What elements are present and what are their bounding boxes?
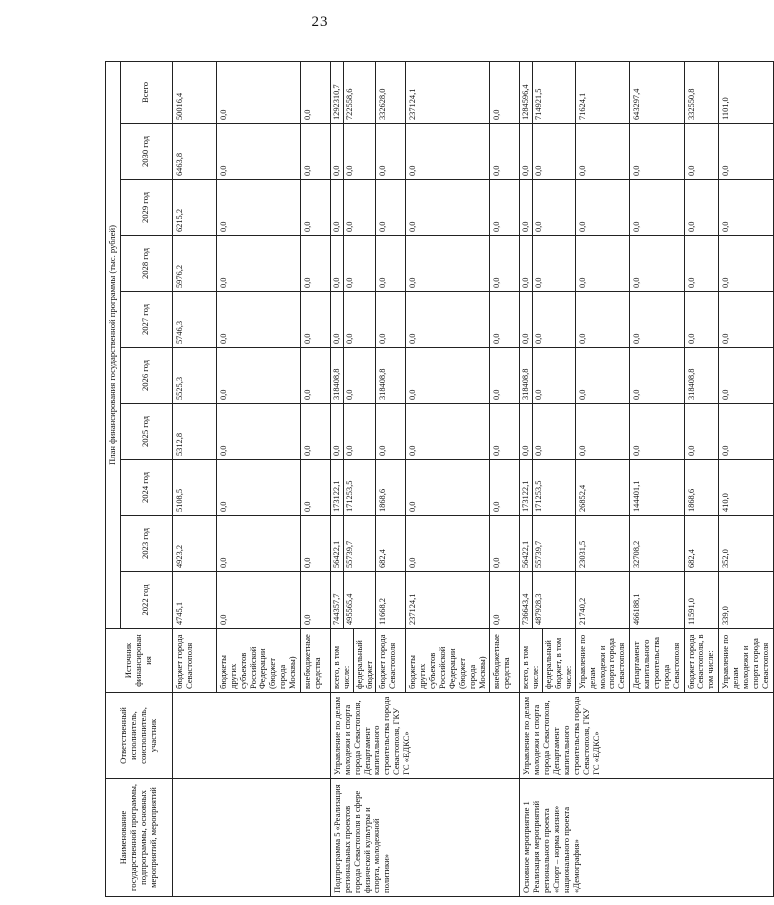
header-year: 2026 год: [120, 348, 172, 404]
cell-value: 0,0: [575, 124, 629, 180]
financing-table: [105, 61, 774, 897]
cell-value: 1101,0: [719, 61, 773, 123]
cell-value: [520, 236, 575, 292]
cell-value: 332628,0: [376, 61, 406, 123]
cell-value: 0,0: [719, 124, 773, 180]
cell-value: 0,0: [300, 124, 330, 180]
cell-value: 0,0: [376, 180, 406, 236]
cell-value: 71624,1: [575, 61, 629, 123]
cell-value: 332550,8: [684, 61, 719, 123]
value-line: 0,0: [534, 221, 544, 232]
cell-value: 0,0: [630, 180, 684, 236]
header-plan: План финансирования государственной программы (тыс. рублей): [106, 61, 121, 628]
cell-value: 0,0: [719, 404, 773, 460]
value-line: 55739,7: [534, 540, 544, 568]
cell-value: 32708,2: [630, 516, 684, 572]
cell-value: 11668,2: [376, 572, 406, 629]
cell-value: 0,0: [406, 124, 490, 180]
cell-value: 0,0: [376, 124, 406, 180]
cell-value: 0,0: [575, 180, 629, 236]
cell-value: 0,0: [630, 404, 684, 460]
cell-value: [520, 404, 575, 460]
value-line: 744357,7: [331, 572, 344, 628]
cell-value: 1868,6: [376, 460, 406, 516]
header-name: Наименование государственной программы, подпрограммы, основных мероприятий, мероприятий: [106, 779, 173, 897]
cell-value: 0,0: [575, 292, 629, 348]
cell-value: 50016,4: [172, 61, 216, 123]
cell-value: 5525,3: [172, 348, 216, 404]
cell-value: [520, 292, 575, 348]
value-line: 173122,1: [331, 460, 344, 515]
cell-value: 0,0: [490, 124, 520, 180]
value-line: 1292310,7: [331, 62, 344, 123]
cell-value: 0,0: [216, 61, 300, 123]
cell-value: 0,0: [376, 236, 406, 292]
header-source: Источник финансирования: [106, 629, 173, 693]
value-line: 173122,1: [520, 460, 533, 515]
cell-value: 0,0: [216, 236, 300, 292]
cell-value: 0,0: [490, 180, 520, 236]
cell-value: 0,0: [684, 404, 719, 460]
table-rotation-frame: [105, 62, 770, 897]
value-line: 56422,1: [520, 516, 533, 571]
cell-value: 0,0: [300, 572, 330, 629]
value-line: 0,0: [520, 180, 533, 235]
header-executor: Ответственный исполнитель, соисполнитель, участник: [106, 693, 173, 779]
cell-value: 352,0: [719, 516, 773, 572]
cell-value: 0,0: [684, 292, 719, 348]
header-year: 2030 год: [120, 124, 172, 180]
table-body: [172, 61, 773, 896]
cell-value: 0,0: [719, 236, 773, 292]
value-line: 0,0: [520, 292, 533, 347]
cell-value: 5108,5: [172, 460, 216, 516]
cell-value: 5746,3: [172, 292, 216, 348]
value-line: 171253,5: [344, 480, 354, 512]
cell-source: Управление по делам молодежи и спорта города Севастополя: [575, 629, 629, 693]
cell-value: 0,0: [406, 404, 490, 460]
cell-value: 682,4: [376, 516, 406, 572]
cell-name: Подпрограмма 5 «Реализация региональных проектов города Севастополя в сфере физической культуры и спорта, молодежной политики»: [330, 779, 520, 897]
cell-value: 0,0: [490, 572, 520, 629]
value-line: 495565,4: [344, 593, 354, 625]
cell-value: [330, 236, 376, 292]
cell-value: [330, 460, 376, 516]
cell-name: [172, 779, 330, 897]
cell-executor: Управление по делам молодежи и спорта города Севастополя, Департамент капитального строительства города Севастополя, ГКУ ГС «ЕДКС»: [330, 693, 520, 779]
cell-value: 1868,6: [684, 460, 719, 516]
value-line: 0,0: [331, 292, 344, 347]
cell-name: Основное мероприятие 1 Реализация мероприятий регионального проекта «Спорт – норма жизни» национального проекта «Демография»: [520, 779, 773, 897]
cell-value: 0,0: [490, 404, 520, 460]
cell-value: 0,0: [575, 404, 629, 460]
value-line: 0,0: [534, 445, 544, 456]
value-line: 0,0: [331, 124, 344, 179]
cell-value: 0,0: [216, 572, 300, 629]
cell-value: 0,0: [406, 180, 490, 236]
cell-value: 0,0: [684, 124, 719, 180]
cell-source: [520, 629, 575, 693]
value-line: 0,0: [534, 165, 544, 176]
value-line: 0,0: [534, 333, 544, 344]
cell-value: 0,0: [684, 236, 719, 292]
value-line: 0,0: [331, 180, 344, 235]
cell-source: внебюджетные средства: [490, 629, 520, 693]
value-line: 318408,8: [520, 348, 533, 403]
cell-value: 339,0: [719, 572, 773, 629]
cell-value: 0,0: [490, 292, 520, 348]
header-year: 2028 год: [120, 236, 172, 292]
cell-value: [520, 572, 575, 629]
cell-value: 318408,8: [376, 348, 406, 404]
cell-value: 26852,4: [575, 460, 629, 516]
value-line: 0,0: [331, 404, 344, 459]
header-year: 2022 год: [120, 572, 172, 629]
cell-value: [330, 292, 376, 348]
cell-value: 318408,8: [684, 348, 719, 404]
source-line: федеральный бюджет: [353, 640, 374, 689]
cell-value: 237124,1: [406, 61, 490, 123]
value-line: 0,0: [520, 236, 533, 291]
header-year: 2023 год: [120, 516, 172, 572]
cell-value: [520, 460, 575, 516]
cell-value: 0,0: [300, 61, 330, 123]
cell-value: 0,0: [300, 404, 330, 460]
cell-value: 6463,8: [172, 124, 216, 180]
cell-value: 0,0: [719, 348, 773, 404]
cell-value: 0,0: [406, 236, 490, 292]
cell-source: внебюджетные средства: [300, 629, 330, 693]
cell-value: 0,0: [300, 236, 330, 292]
value-line: 171253,5: [534, 480, 544, 512]
cell-value: 466188,1: [630, 572, 684, 629]
value-line: 0,0: [344, 165, 354, 176]
value-line: 0,0: [344, 333, 354, 344]
cell-value: 11591,0: [684, 572, 719, 629]
cell-value: 0,0: [490, 236, 520, 292]
cell-value: 0,0: [406, 516, 490, 572]
cell-value: 23031,5: [575, 516, 629, 572]
cell-value: 0,0: [216, 180, 300, 236]
cell-source: Департамент капитального строительства города Севастополя: [630, 629, 684, 693]
cell-value: [520, 180, 575, 236]
cell-value: [520, 61, 575, 123]
cell-value: 0,0: [490, 460, 520, 516]
cell-value: 144401,1: [630, 460, 684, 516]
cell-value: 0,0: [300, 460, 330, 516]
cell-value: [330, 124, 376, 180]
cell-value: [520, 348, 575, 404]
cell-value: 21740,2: [575, 572, 629, 629]
cell-value: 0,0: [630, 292, 684, 348]
cell-value: 0,0: [300, 516, 330, 572]
cell-value: 0,0: [216, 124, 300, 180]
cell-value: 0,0: [490, 516, 520, 572]
cell-value: 0,0: [300, 348, 330, 404]
source-line: всего, в том числе:: [520, 629, 543, 692]
cell-value: [330, 348, 376, 404]
header-year: 2025 год: [120, 404, 172, 460]
cell-value: 0,0: [216, 348, 300, 404]
cell-value: 0,0: [376, 404, 406, 460]
cell-value: 682,4: [684, 516, 719, 572]
cell-value: 0,0: [490, 61, 520, 123]
value-line: 0,0: [520, 124, 533, 179]
cell-value: 4745,1: [172, 572, 216, 629]
header-year: Всего: [120, 61, 172, 123]
cell-source: бюджет города Севастополя, в том числе:: [684, 629, 719, 693]
cell-value: 6215,2: [172, 180, 216, 236]
cell-value: 0,0: [630, 124, 684, 180]
value-line: 736643,4: [520, 572, 533, 628]
cell-value: 0,0: [490, 348, 520, 404]
cell-value: 0,0: [719, 292, 773, 348]
cell-source: бюджеты других субъектов Российской Федерации (бюджет города Москвы): [406, 629, 490, 693]
cell-value: 4923,2: [172, 516, 216, 572]
cell-value: 0,0: [575, 348, 629, 404]
cell-value: 0,0: [300, 292, 330, 348]
cell-value: 0,0: [216, 292, 300, 348]
value-line: 0,0: [534, 389, 544, 400]
value-line: 0,0: [344, 445, 354, 456]
cell-value: 0,0: [216, 516, 300, 572]
cell-value: 0,0: [406, 460, 490, 516]
cell-value: 410,0: [719, 460, 773, 516]
value-line: 0,0: [344, 221, 354, 232]
cell-value: 0,0: [719, 180, 773, 236]
cell-value: [330, 572, 376, 629]
cell-value: 0,0: [406, 348, 490, 404]
cell-value: [520, 124, 575, 180]
cell-value: 0,0: [684, 180, 719, 236]
cell-value: 0,0: [300, 180, 330, 236]
cell-value: 0,0: [376, 292, 406, 348]
value-line: 0,0: [344, 277, 354, 288]
cell-value: 0,0: [630, 348, 684, 404]
cell-value: [330, 180, 376, 236]
cell-source: бюджет города Севастополя: [376, 629, 406, 693]
table-row: [520, 61, 575, 896]
cell-executor: [172, 693, 330, 779]
cell-value: 0,0: [216, 404, 300, 460]
cell-executor: Управление по делам молодежи и спорта города Севастополя, Департамент капитального строительства города Севастополя, ГКУ ГС «ЕДКС»: [520, 693, 773, 779]
cell-source: бюджеты других субъектов Российской Федерации (бюджет города Москвы): [216, 629, 300, 693]
cell-value: 643297,4: [630, 61, 684, 123]
cell-value: 0,0: [406, 292, 490, 348]
cell-value: 5312,8: [172, 404, 216, 460]
cell-value: [520, 516, 575, 572]
value-line: 714921,5: [534, 88, 544, 120]
value-line: 1284596,4: [520, 62, 533, 123]
value-line: 0,0: [331, 236, 344, 291]
cell-source: бюджет города Севастополя: [172, 629, 216, 693]
cell-source: [330, 629, 376, 693]
cell-value: 0,0: [630, 236, 684, 292]
table-row: [172, 61, 216, 896]
value-line: 55739,7: [344, 540, 354, 568]
value-line: 487928,3: [534, 593, 544, 625]
cell-value: [330, 404, 376, 460]
header-year: 2027 год: [120, 292, 172, 348]
value-line: 722558,6: [344, 88, 354, 120]
source-line: всего, в том числе:: [331, 629, 354, 692]
rotated-table-sheet: [105, 62, 770, 897]
table-row: [330, 61, 376, 896]
value-line: 0,0: [534, 277, 544, 288]
cell-source: Управление по делам молодежи и спорта города Севастополя: [719, 629, 773, 693]
source-line: федеральный бюджет, в том числе:: [543, 637, 573, 689]
cell-value: [330, 516, 376, 572]
header-year: 2029 год: [120, 180, 172, 236]
header-year: 2024 год: [120, 460, 172, 516]
cell-value: 0,0: [216, 460, 300, 516]
value-line: 318408,8: [331, 348, 344, 403]
value-line: 0,0: [520, 404, 533, 459]
cell-value: 0,0: [575, 236, 629, 292]
cell-value: [330, 61, 376, 123]
page-number: 23: [311, 14, 329, 30]
value-line: 0,0: [344, 389, 354, 400]
cell-value: 237124,1: [406, 572, 490, 629]
cell-value: 5976,2: [172, 236, 216, 292]
value-line: 56422,1: [331, 516, 344, 571]
